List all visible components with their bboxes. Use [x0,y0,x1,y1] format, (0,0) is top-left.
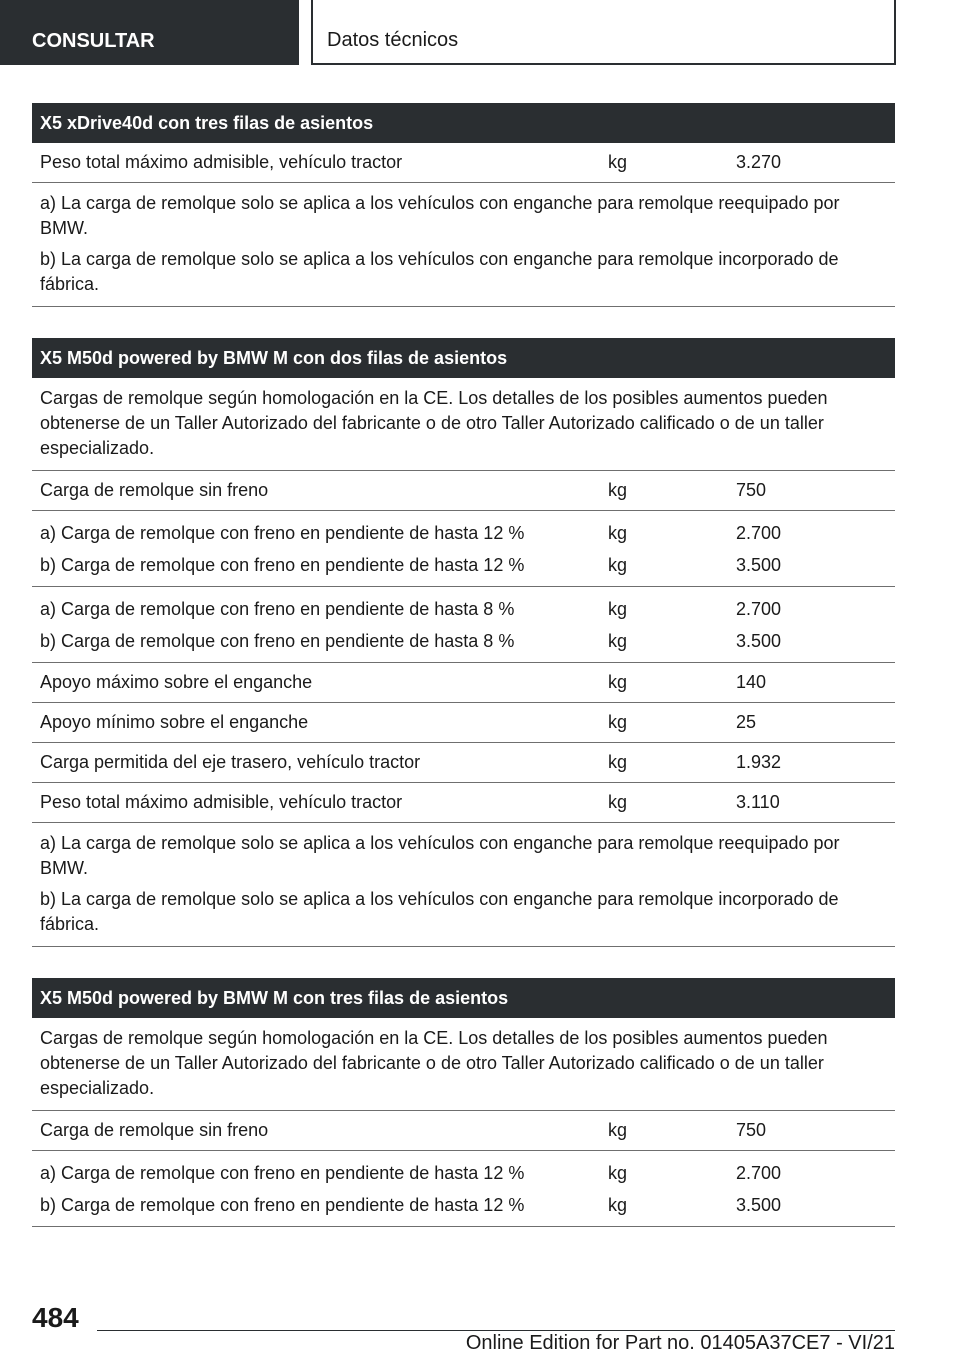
footer-divider [97,1330,895,1331]
row-label: Carga permitida del eje trasero, vehículo tractor [40,752,421,772]
row-unit: kg [608,1120,628,1140]
spec-tables [32,103,895,1258]
row-value-a: 2.700 [736,599,782,619]
table-row [32,703,895,743]
row-label: Apoyo máximo sobre el enganche [40,672,313,692]
row-label: Carga de remolque sin freno [40,1120,269,1140]
table-row [32,663,895,703]
section-title: X5 M50d powered by BMW M con tres filas de asientos [32,978,895,1018]
spec-section [32,338,895,947]
footnote: a) La carga de remolque solo se aplica a los vehículos con enganche para remolque reequipado por BMW. [40,833,840,878]
row-value [736,597,895,653]
row-unit [608,521,736,577]
row-unit-a: kg [608,599,628,619]
row-unit: kg [608,152,628,172]
table-row [32,743,895,783]
footnote: b) La carga de remolque solo se aplica a los vehículos con enganche para remolque incorporado de fábrica. [40,249,839,294]
row-label-a: a) Carga de remolque con freno en pendiente de hasta 12 % [40,523,525,543]
row-label-b: b) Carga de remolque con freno en pendiente de hasta 12 % [40,1195,525,1215]
row-value-a: 2.700 [736,1163,782,1183]
intro-text: Cargas de remolque según homologación en la CE. Los detalles de los posibles aumentos pueden obtenerse de un Taller Autorizado del fabricante o de otro Taller Autorizado calificado o de un taller especializado. [40,1028,828,1098]
row-unit-b: kg [608,631,628,651]
table-row [32,587,895,663]
table-row [32,783,895,823]
footnote: b) La carga de remolque solo se aplica a los vehículos con enganche para remolque incorporado de fábrica. [40,889,839,934]
row-unit: kg [608,712,628,732]
row-label [32,521,608,577]
row-unit-a: kg [608,1163,628,1183]
table-row [32,471,895,511]
row-value [736,1161,895,1217]
row-label-a: a) Carga de remolque con freno en pendiente de hasta 12 % [40,1163,525,1183]
row-unit: kg [608,752,628,772]
footer-edition: Online Edition for Part no. 01405A37CE7 - VI/21 [465,1332,895,1354]
intro-text: Cargas de remolque según homologación en la CE. Los detalles de los posibles aumentos pueden obtenerse de un Taller Autorizado del fabricante o de otro Taller Autorizado calificado o de un taller especializado. [40,388,828,458]
row-unit-a: kg [608,523,628,543]
row-label: Peso total máximo admisible, vehículo tractor [40,152,403,172]
row-unit [608,1161,736,1217]
row-label-b: b) Carga de remolque con freno en pendiente de hasta 8 % [40,631,515,651]
header-section-tab: CONSULTAR [0,0,299,65]
page-number: 484 [32,1302,79,1333]
row-value: 3.110 [736,792,780,812]
row-value-a: 2.700 [736,523,782,543]
table-row [32,511,895,587]
row-value: 1.932 [736,752,782,772]
footnote: a) La carga de remolque solo se aplica a los vehículos con enganche para remolque reequipado por BMW. [40,193,840,238]
row-value-b: 3.500 [736,631,782,651]
table-row [32,143,895,183]
row-unit: kg [608,792,628,812]
spec-section [32,978,895,1227]
row-label [32,597,608,653]
row-unit: kg [608,672,628,692]
row-unit [608,597,736,653]
row-label: Carga de remolque sin freno [40,480,269,500]
row-unit: kg [608,480,628,500]
section-title: X5 M50d powered by BMW M con dos filas de asientos [32,338,895,378]
row-unit-b: kg [608,555,628,575]
section-intro [32,378,895,471]
row-label [32,1161,608,1217]
section-intro [32,1018,895,1111]
row-value-b: 3.500 [736,1195,782,1215]
row-label-a: a) Carga de remolque con freno en pendiente de hasta 8 % [40,599,515,619]
row-label-b: b) Carga de remolque con freno en pendiente de hasta 12 % [40,555,525,575]
row-label: Peso total máximo admisible, vehículo tractor [40,792,403,812]
footnotes [32,823,895,947]
row-value: 3.270 [736,152,782,172]
row-label: Apoyo mínimo sobre el enganche [40,712,309,732]
row-value: 25 [736,712,757,732]
row-value: 750 [736,1120,767,1140]
row-value-b: 3.500 [736,555,782,575]
row-value [736,521,895,577]
header-page-title: Datos técnicos [311,0,896,65]
row-value: 140 [736,672,767,692]
spec-section [32,103,895,307]
row-value: 750 [736,480,767,500]
row-unit-b: kg [608,1195,628,1215]
section-title: X5 xDrive40d con tres filas de asientos [32,103,895,143]
footnotes [32,183,895,307]
table-row [32,1151,895,1227]
table-row [32,1111,895,1151]
